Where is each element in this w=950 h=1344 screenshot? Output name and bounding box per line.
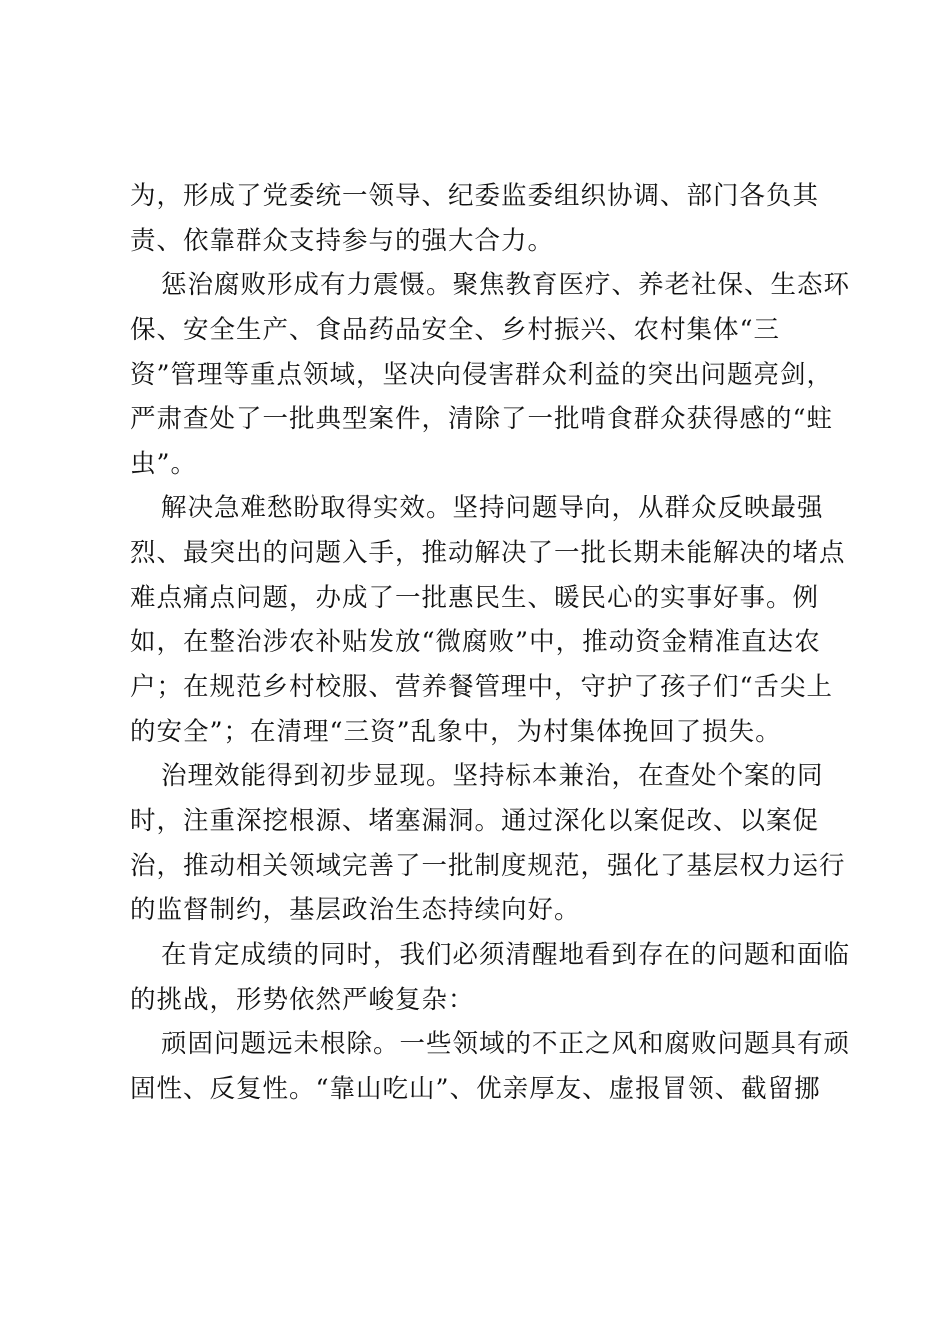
text-line: 严肃查处了一批典型案件，清除了一批啃食群众获得感的“蛀 bbox=[130, 404, 834, 435]
text-line: 责、依靠群众支持参与的强大合力。 bbox=[130, 225, 555, 256]
text-line: 为，形成了党委统一领导、纪委监委组织协调、部门各负其 bbox=[130, 181, 820, 211]
document-body bbox=[130, 174, 851, 1111]
text-line: 的安全”；在清理“三资”乱象中，为村集体挽回了损失。 bbox=[130, 716, 782, 747]
text-line: 保、安全生产、食品药品安全、乡村振兴、农村集体“三 bbox=[130, 314, 781, 345]
paragraph-first-line: 在肯定成绩的同时，我们必须清醒地看到存在的问题和面临 bbox=[161, 939, 851, 970]
text-line: 虫”。 bbox=[130, 448, 198, 479]
paragraph-first-line: 惩治腐败形成有力震慑。聚焦教育医疗、养老社保、生态环 bbox=[161, 270, 851, 301]
text-line: 如，在整治涉农补贴发放“微腐败”中，推动资金精准直达农 bbox=[130, 627, 821, 658]
text-line: 治，推动相关领域完善了一批制度规范，强化了基层权力运行 bbox=[130, 850, 846, 881]
text-line: 时，注重深挖根源、堵塞漏洞。通过深化以案促改、以案促 bbox=[130, 805, 820, 836]
text-line: 烈、最突出的问题入手，推动解决了一批长期未能解决的堵点 bbox=[130, 538, 846, 569]
text-line: 的挑战，形势依然严峻复杂： bbox=[130, 984, 475, 1015]
text-line: 资”管理等重点领域，坚决向侵害群众利益的突出问题亮剑， bbox=[130, 359, 834, 390]
paragraph-first-line: 解决急难愁盼取得实效。坚持问题导向，从群众反映最强 bbox=[161, 493, 824, 524]
text-line: 固性、反复性。“靠山吃山”、优亲厚友、虚报冒领、截留挪 bbox=[130, 1073, 821, 1104]
text-line: 的监督制约，基层政治生态持续向好。 bbox=[130, 895, 581, 926]
text-line: 户；在规范乡村校服、营养餐管理中，守护了孩子们“舌尖上 bbox=[130, 672, 834, 703]
text-line: 难点痛点问题，办成了一批惠民生、暖民心的实事好事。例 bbox=[130, 582, 820, 613]
paragraph-first-line: 治理效能得到初步显现。坚持标本兼治，在查处个案的同 bbox=[161, 761, 824, 792]
paragraph-first-line: 顽固问题远未根除。一些领域的不正之风和腐败问题具有顽 bbox=[161, 1029, 851, 1060]
